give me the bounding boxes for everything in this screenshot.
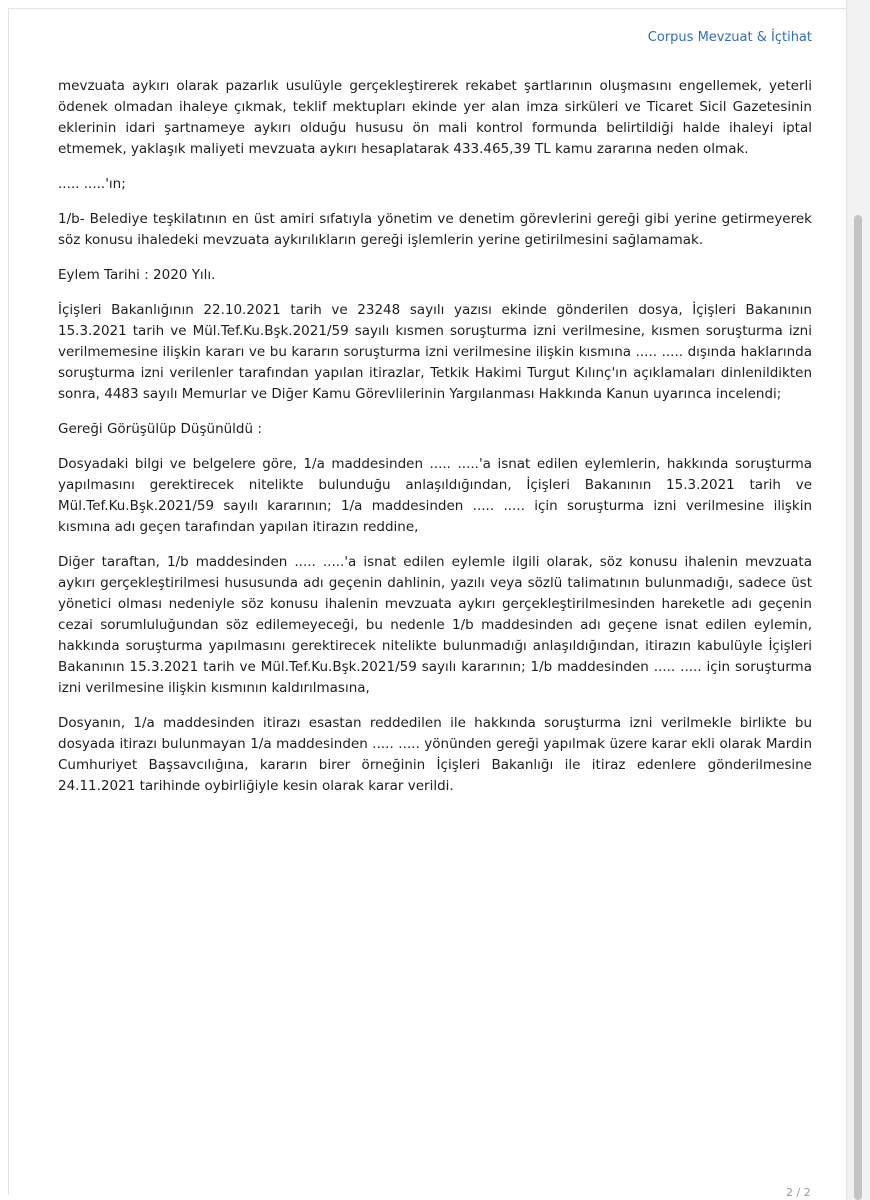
paragraph: mevzuata aykırı olarak pazarlık usulüyle gerçekleştirerek rekabet şartlarının oluşmasını engellemek, yeterli ödenek olmadan ihaleye çıkmak, teklif mektupları ekinde yer alan imza sirküleri ve Ticaret Sicil Gazetesinin eklerinin idari şartnameye aykırı olduğu hususu ön mali kontrol formunda belirtildiği halde ihaleyi iptal etmemek, yaklaşık maliyeti mevzuata aykırı hesaplatarak 433.465,39 TL kamu zararına neden olmak.: [58, 78, 812, 157]
paragraph: 1/b- Belediye teşkilatının en üst amiri sıfatıyla yönetim ve denetim görevlerini gereği gibi yerine getirmeyerek söz konusu ihaledeki mevzuata aykırılıkların gereği işlemlerin yerine getirilmesini sağlamamak.: [58, 211, 812, 248]
paragraph: İçişleri Bakanlığının 22.10.2021 tarih ve 23248 sayılı yazısı ekinde gönderilen dosya, İçişleri Bakanının 15.3.2021 tarih ve Mül.Tef.Ku.Bşk.2021/59 sayılı kısmen soruşturma izni verilmesine, kısmen soruşturma izni verilmemesine ilişkin kararı ve bu kararın soruşturma izni verilmesine ilişkin kısmına ..... ..... dışında haklarında soruşturma izni verilenler tarafından yapılan itirazlar, Tetkik Hakimi Turgut Kılınç'ın açıklamaları dinlenildikten sonra, 4483 sayılı Memurlar ve Diğer Kamu Görevlilerinin Yargılanması Hakkında Kanun uyarınca incelendi;: [58, 302, 812, 402]
paragraph: ..... .....'ın;: [58, 176, 126, 192]
paragraph: Diğer taraftan, 1/b maddesinden ..... .....'a isnat edilen eylemle ilgili olarak, söz konusu ihalenin mevzuata aykırı gerçekleştirilmesi hususunda adı geçenin dahlinin, yazılı veya sözlü talimatının bulunmadığı, sadece üst yönetici olması nedeniyle söz konusu ihalenin mevzuata aykırı gerçekleştirilmesinden hareketle adı geçenin cezai sorumluluğundan söz edilemeyeceği, bu nedenle 1/b maddesinden adı geçene isnat edilen eylemin, hakkında soruşturma yapılmasını gerektirecek nitelikte bulunmadığı anlaşıldığından, itirazın kabulüyle İçişleri Bakanının 15.3.2021 tarih ve Mül.Tef.Ku.Bşk.2021/59 sayılı kararının; 1/b maddesinden ..... ..... için soruşturma izni verilmesine ilişkin kısmının kaldırılmasına,: [58, 554, 812, 696]
paragraph: Gereği Görüşülüp Düşünüldü :: [58, 421, 262, 437]
paragraph: Eylem Tarihi : 2020 Yılı.: [58, 267, 216, 283]
header-title: Corpus Mevzuat & İçtihat: [647, 30, 812, 45]
document-body: [58, 76, 812, 811]
scrollbar-thumb[interactable]: [854, 215, 862, 1200]
page-indicator: 2 / 2: [786, 1186, 811, 1199]
paragraph: Dosyadaki bilgi ve belgelere göre, 1/a maddesinden ..... .....'a isnat edilen eylemlerin, hakkında soruşturma yapılmasını gerektirecek nitelikte bulunduğu anlaşıldığından, İçişleri Bakanının 15.3.2021 tarih ve Mül.Tef.Ku.Bşk.2021/59 sayılı kararının; 1/a maddesinden ..... ..... için soruşturma izni verilmesine ilişkin kısmına adı geçen tarafından yapılan itirazın reddine,: [58, 456, 812, 535]
paragraph: Dosyanın, 1/a maddesinden itirazı esastan reddedilen ile hakkında soruşturma izni verilmekle birlikte bu dosyada itirazı bulunmayan 1/a maddesinden ..... ..... yönünden gereği yapılmak üzere karar ekli olarak Mardin Cumhuriyet Başsavcılığına, kararın birer örneğinin İçişleri Bakanlığı ile itiraz edenlere gönderilmesine 24.11.2021 tarihinde oybirliğiyle kesin olarak karar verildi.: [58, 715, 812, 794]
